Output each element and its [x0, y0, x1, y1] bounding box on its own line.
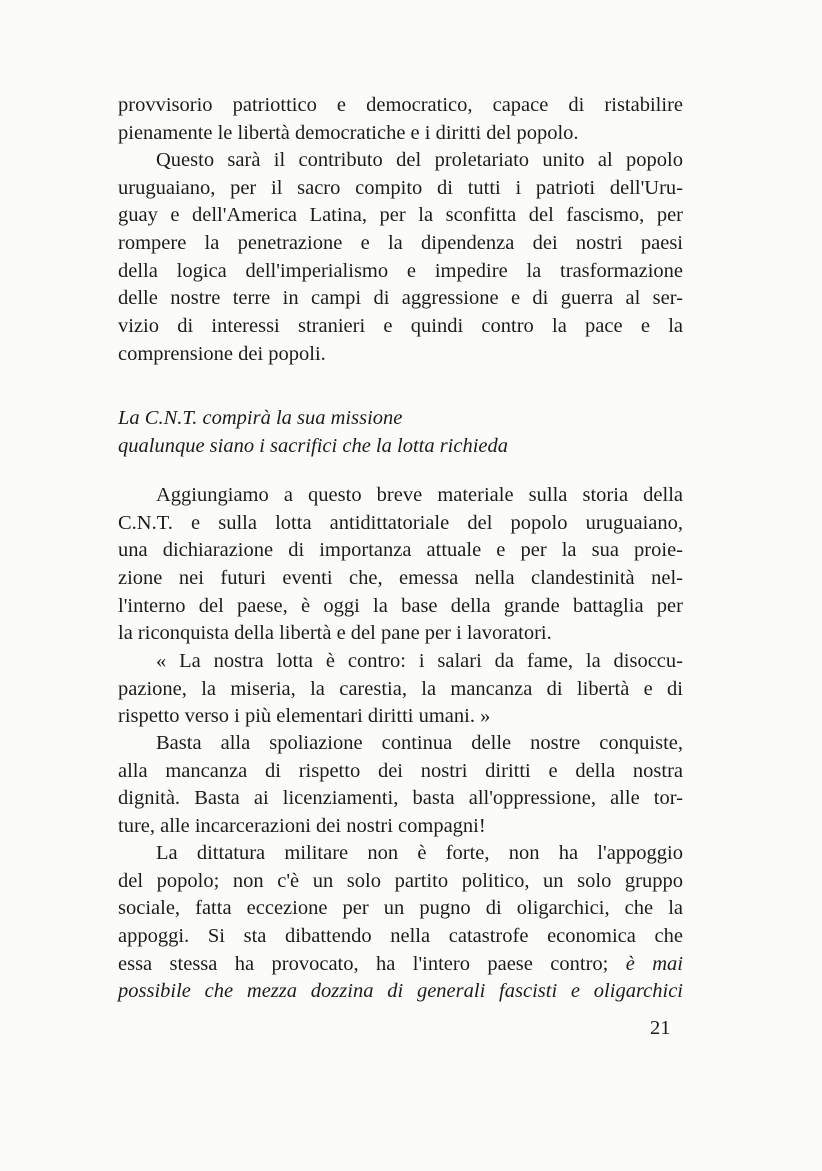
text-line-mixed [118, 951, 683, 979]
text-line: pazione, la miseria, la carestia, la mancanza di libertà e di [118, 677, 683, 700]
text-line: l'interno del paese, è oggi la base della grande battaglia per [118, 594, 683, 617]
text-line: uruguaiano, per il sacro compito di tutti i patrioti dell'Uru- [118, 176, 683, 199]
text-line: pienamente le libertà democratiche e i diritti del popolo. [118, 121, 579, 144]
text-line: appoggi. Si sta dibattendo nella catastrofe economica che [118, 925, 683, 948]
text-line: zione nei futuri eventi che, emessa nella clandestinità nel- [118, 567, 683, 590]
section-heading-line: qualunque siano i sacrifici che la lotta richieda [118, 434, 509, 457]
text-line: ture, alle incarcerazioni dei nostri compagni! [118, 815, 486, 838]
text-line: una dichiarazione di importanza attuale e per la sua proie- [118, 539, 683, 562]
paragraph [118, 730, 683, 841]
text-line: provvisorio patriottico e democratico, capace di ristabilire [118, 94, 683, 116]
paragraph-continuation [118, 92, 683, 147]
text-line: C.N.T. e sulla lotta antidittatoriale del popolo uruguaiano, [118, 511, 683, 534]
italic-text-segment: è mai [625, 952, 683, 975]
text-line: vizio di interessi stranieri e quindi contro la pace e la [118, 315, 683, 338]
text-line: Aggiungiamo a questo breve materiale sulla storia della [156, 484, 683, 506]
text-line: guay e dell'America Latina, per la sconfitta del fascismo, per [118, 204, 683, 227]
text-segment: essa stessa ha provocato, ha l'intero paese contro; [118, 952, 609, 975]
text-line: alla mancanza di rispetto dei nostri diritti e della nostra [118, 759, 683, 782]
text-line: della logica dell'imperialismo e impedire la trasformazione [118, 259, 683, 282]
text-line: Questo sarà il contributo del proletariato unito al popolo [156, 149, 683, 171]
text-line: Basta alla spoliazione continua delle nostre conquiste, [156, 732, 683, 754]
section-heading-line: La C.N.T. compirà la sua missione [118, 407, 403, 429]
text-line: dignità. Basta ai licenziamenti, basta all'oppressione, alle tor- [118, 787, 683, 810]
italic-text-line: possibile che mezza dozzina di generali fascisti e oligarchici [118, 980, 683, 1003]
section-heading [118, 405, 683, 460]
page-number: 21 [650, 1017, 671, 1039]
text-line: comprensione dei popoli. [118, 342, 326, 365]
text-line: la riconquista della libertà e del pane per i lavoratori. [118, 622, 552, 645]
paragraph [118, 147, 683, 369]
text-line: « La nostra lotta è contro: i salari da fame, la disoccu- [156, 650, 683, 672]
text-line: delle nostre terre in campi di aggressione e di guerra al ser- [118, 287, 683, 310]
text-line: del popolo; non c'è un solo partito politico, un solo gruppo [118, 869, 683, 892]
text-line: rispetto verso i più elementari diritti umani. » [118, 705, 491, 728]
text-line: sociale, fatta eccezione per un pugno di oligarchici, che la [118, 897, 683, 920]
quotation-paragraph [118, 648, 683, 731]
text-line: rompere la penetrazione e la dipendenza dei nostri paesi [118, 232, 683, 255]
paragraph [118, 482, 683, 648]
text-line: La dittatura militare non è forte, non ha l'appoggio [156, 842, 683, 864]
paragraph [118, 840, 683, 1006]
